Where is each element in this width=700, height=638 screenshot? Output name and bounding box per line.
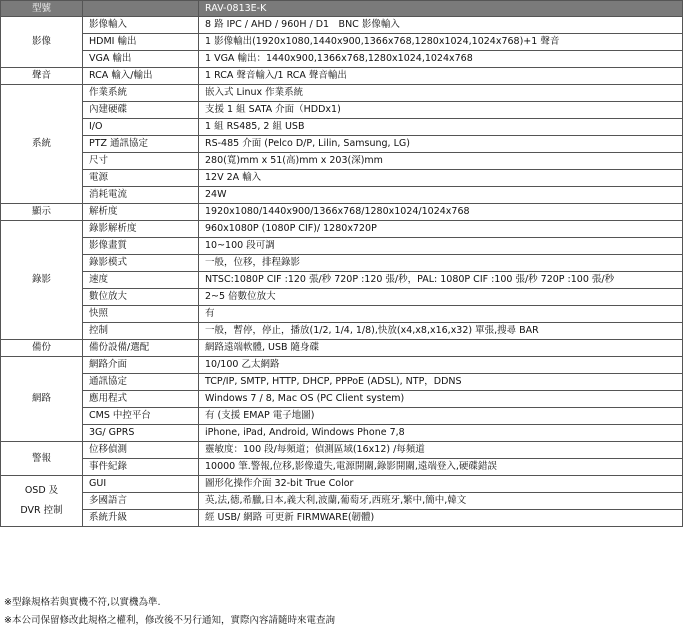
table-row — [1, 85, 683, 102]
spec-item: 影像畫質 — [83, 238, 199, 255]
table-row — [1, 153, 683, 170]
table-row — [1, 374, 683, 391]
spec-item: 電源 — [83, 170, 199, 187]
table-row — [1, 425, 683, 442]
spec-value: 10~100 段可調 — [199, 238, 683, 255]
table-row — [1, 221, 683, 238]
table-row — [1, 340, 683, 357]
category-alarm: 警報 — [1, 442, 83, 476]
spec-item: 事件紀錄 — [83, 459, 199, 476]
spec-value: 1 VGA 輸出：1440x900,1366x768,1280x1024,1024x768 — [199, 51, 683, 68]
spec-value: 10000 筆.警報,位移,影像遺失,電源開關,錄影開關,遠端登入,硬碟錯誤 — [199, 459, 683, 476]
footnotes — [4, 594, 335, 630]
spec-item: 位移偵測 — [83, 442, 199, 459]
spec-item: 系統升級 — [83, 510, 199, 527]
spec-value: 1920x1080/1440x900/1366x768/1280x1024/1024x768 — [199, 204, 683, 221]
spec-value: 1 RCA 聲音輸入/1 RCA 聲音輸出 — [199, 68, 683, 85]
table-row — [1, 17, 683, 34]
table-row — [1, 187, 683, 204]
table-row — [1, 510, 683, 527]
spec-value: 嵌入式 Linux 作業系統 — [199, 85, 683, 102]
category-system: 系統 — [1, 85, 83, 204]
spec-value: 圖形化操作介面 32-bit True Color — [199, 476, 683, 493]
spec-item: RCA 輸入/輸出 — [83, 68, 199, 85]
table-row — [1, 391, 683, 408]
category-osd-line1: OSD 及 — [24, 485, 59, 496]
table-row — [1, 357, 683, 374]
spec-item: GUI — [83, 476, 199, 493]
table-row — [1, 238, 683, 255]
spec-item: 備份設備/選配 — [83, 340, 199, 357]
spec-item: 快照 — [83, 306, 199, 323]
spec-value: 支援 1 組 SATA 介面（HDDx1) — [199, 102, 683, 119]
spec-item: 數位放大 — [83, 289, 199, 306]
table-row — [1, 34, 683, 51]
category-osd-dvr — [1, 476, 83, 527]
spec-item: 控制 — [83, 323, 199, 340]
table-row — [1, 493, 683, 510]
spec-value: 1 組 RS485, 2 組 USB — [199, 119, 683, 136]
category-backup: 備份 — [1, 340, 83, 357]
spec-value: 一般，暫停，停止，播放(1/2, 1/4, 1/8),快放(x4,x8,x16,x32) 單張,搜尋 BAR — [199, 323, 683, 340]
spec-value: 有 — [199, 306, 683, 323]
spec-value: 網路遠端軟體, USB 隨身碟 — [199, 340, 683, 357]
spec-value: iPhone, iPad, Android, Windows Phone 7,8 — [199, 425, 683, 442]
table-row — [1, 272, 683, 289]
spec-item: 尺寸 — [83, 153, 199, 170]
table-row — [1, 204, 683, 221]
spec-value: 12V 2A 輸入 — [199, 170, 683, 187]
footnote-1: ※型錄規格若與實機不符,以實機為準. — [4, 597, 161, 608]
table-row — [1, 136, 683, 153]
spec-item: HDMI 輸出 — [83, 34, 199, 51]
table-row — [1, 476, 683, 493]
spec-value: 有 (支援 EMAP 電子地圖) — [199, 408, 683, 425]
footnote-2: ※本公司保留修改此規格之權利，修改後不另行通知，實際內容請隨時來電查詢 — [4, 615, 335, 626]
spec-value: RS-485 介面 (Pelco D/P, Lilin, Samsung, LG) — [199, 136, 683, 153]
header-row — [1, 1, 683, 17]
category-display: 顯示 — [1, 204, 83, 221]
spec-value: 10/100 乙太網路 — [199, 357, 683, 374]
category-osd-line2: DVR 控制 — [20, 505, 63, 516]
spec-value: 2~5 倍數位放大 — [199, 289, 683, 306]
spec-value: 英,法,德,希臘,日本,義大利,波蘭,葡萄牙,西班牙,繁中,簡中,韓文 — [199, 493, 683, 510]
table-row — [1, 119, 683, 136]
table-row — [1, 442, 683, 459]
spec-value: 960x1080P (1080P CIF)/ 1280x720P — [199, 221, 683, 238]
table-row — [1, 102, 683, 119]
table-row — [1, 459, 683, 476]
spec-item: I/O — [83, 119, 199, 136]
spec-item: 3G/ GPRS — [83, 425, 199, 442]
category-video: 影像 — [1, 17, 83, 68]
spec-value: 靈敏度：100 段/每頻道；偵測區域(16x12) /每頻道 — [199, 442, 683, 459]
model-value: RAV-0813E-K — [199, 1, 683, 17]
spec-item: PTZ 通訊協定 — [83, 136, 199, 153]
spec-item: 解析度 — [83, 204, 199, 221]
spec-value: 280(寬)mm x 51(高)mm x 203(深)mm — [199, 153, 683, 170]
spec-value: TCP/IP, SMTP, HTTP, DHCP, PPPoE (ADSL), NTP，DDNS — [199, 374, 683, 391]
category-recording: 錄影 — [1, 221, 83, 340]
spec-value: 24W — [199, 187, 683, 204]
spec-value: 8 路 IPC / AHD / 960H / D1 BNC 影像輸入 — [199, 17, 683, 34]
spec-item: 影像輸入 — [83, 17, 199, 34]
model-label: 型號 — [1, 1, 83, 17]
spec-value: 經 USB/ 網路 可更新 FIRMWARE(韌體) — [199, 510, 683, 527]
spec-item: 網路介面 — [83, 357, 199, 374]
spec-item: 速度 — [83, 272, 199, 289]
spec-value: NTSC:1080P CIF :120 張/秒 720P :120 張/秒，PAL: 1080P CIF :100 張/秒 720P :100 張/秒 — [199, 272, 683, 289]
spec-item: 消耗電流 — [83, 187, 199, 204]
table-row — [1, 289, 683, 306]
spec-item: 錄影模式 — [83, 255, 199, 272]
spec-value: 一般，位移，排程錄影 — [199, 255, 683, 272]
table-row — [1, 51, 683, 68]
spec-value: 1 影像輸出(1920x1080,1440x900,1366x768,1280x1024,1024x768)+1 聲音 — [199, 34, 683, 51]
spec-item: 作業系統 — [83, 85, 199, 102]
category-audio: 聲音 — [1, 68, 83, 85]
spec-item: 應用程式 — [83, 391, 199, 408]
table-row — [1, 255, 683, 272]
spec-item: VGA 輸出 — [83, 51, 199, 68]
spec-item: 多國語言 — [83, 493, 199, 510]
spec-item: 通訊協定 — [83, 374, 199, 391]
header-empty — [83, 1, 199, 17]
category-network: 網路 — [1, 357, 83, 442]
table-row — [1, 306, 683, 323]
spec-item: 錄影解析度 — [83, 221, 199, 238]
table-row — [1, 68, 683, 85]
table-row — [1, 323, 683, 340]
table-row — [1, 170, 683, 187]
spec-item: CMS 中控平台 — [83, 408, 199, 425]
spec-item: 內建硬碟 — [83, 102, 199, 119]
spec-value: Windows 7 / 8, Mac OS (PC Client system) — [199, 391, 683, 408]
table-row — [1, 408, 683, 425]
